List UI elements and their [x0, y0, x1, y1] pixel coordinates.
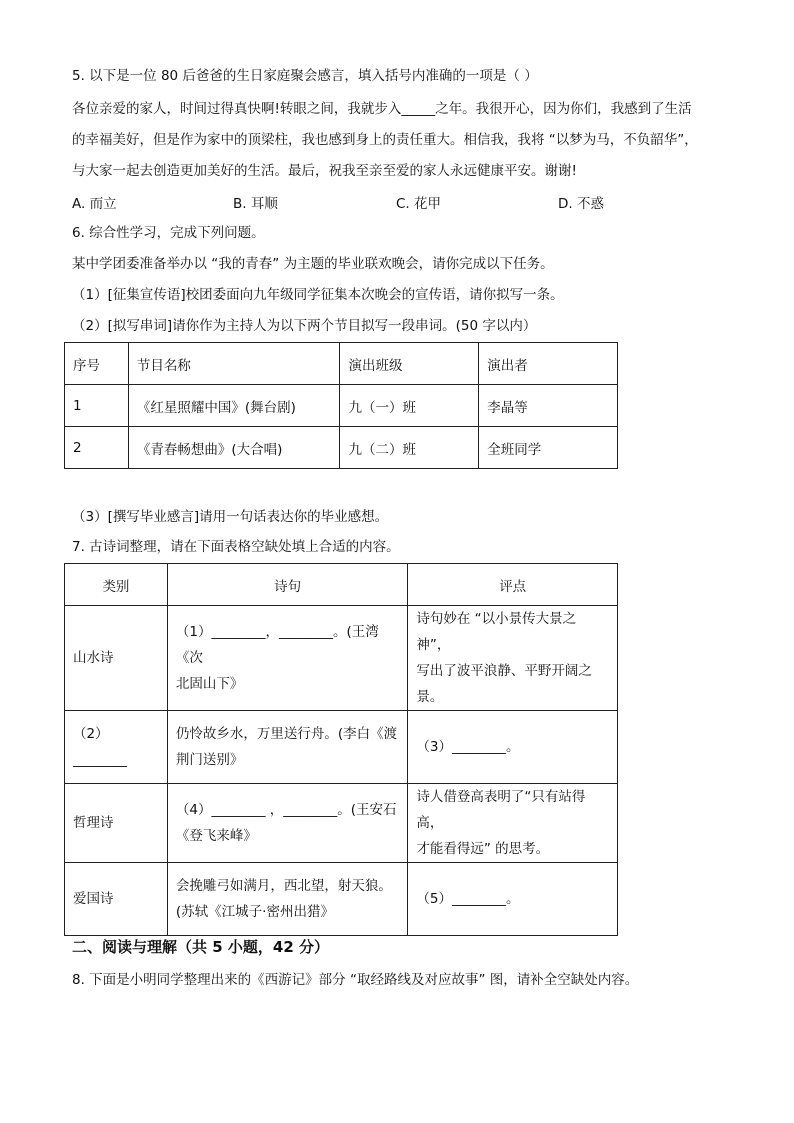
q6-intro: 某中学团委准备举办以 “我的青春” 为主题的毕业联欢晚会，请你完成以下任务。	[72, 256, 554, 272]
verse-line: 北固山下》	[175, 676, 244, 692]
header-cell: 演出者	[479, 343, 618, 385]
comment-cell	[408, 784, 618, 863]
category-cell[interactable]: （2）________	[65, 711, 168, 784]
q5-option-c[interactable]: C. 花甲	[396, 196, 442, 212]
category-cell: 哲理诗	[65, 784, 168, 863]
poetry-table	[64, 563, 618, 936]
verse-line: 《登飞来峰》	[175, 828, 257, 844]
table-row	[65, 711, 618, 784]
verse-cell[interactable]	[167, 606, 408, 711]
verse-cell	[167, 711, 408, 784]
table-row	[65, 863, 618, 936]
q5-paragraph-line-1: 各位亲爱的家人，时间过得真快啊!转眼之间，我就步入_____之年。我很开心，因为你们，我感到了生活	[72, 101, 692, 117]
q6-stem: 6. 综合性学习，完成下列问题。	[72, 225, 265, 241]
poetry-table-header	[65, 564, 618, 606]
q5-stem: 5. 以下是一位 80 后爸爸的生日家庭聚会感言，填入括号内准确的一项是（ ）	[72, 68, 538, 84]
category-cell: 山水诗	[65, 606, 168, 711]
table-cell: 2	[65, 427, 129, 469]
comment-line: 写出了波平浪静、平野开阔之景。	[416, 663, 592, 705]
q6-task-3: （3）[撰写毕业感言]请用一句话表达你的毕业感想。	[72, 509, 389, 525]
section-2-title: 二、阅读与理解（共 5 小题，42 分）	[72, 938, 329, 956]
comment-line: 才能看得远” 的思考。	[416, 841, 550, 857]
verse-cell	[167, 863, 408, 936]
q6-task-2: （2）[拟写串词]请你作为主持人为以下两个节目拟写一段串词。(50 字以内）	[72, 318, 537, 334]
program-table-header	[65, 343, 618, 385]
verse-line: 荆门送别》	[175, 752, 244, 768]
table-row	[65, 606, 618, 711]
verse-line: （4）________ ，________。(王安石	[175, 802, 397, 818]
header-cell: 诗句	[167, 564, 408, 606]
table-cell: 九（一）班	[340, 385, 479, 427]
header-cell: 类别	[65, 564, 168, 606]
verse-cell[interactable]	[167, 784, 408, 863]
q5-options	[72, 192, 732, 212]
verse-line: （1）________，________。(王湾《次	[175, 624, 379, 666]
table-cell: 九（二）班	[340, 427, 479, 469]
comment-cell[interactable]	[408, 863, 618, 936]
table-cell: 全班同学	[479, 427, 618, 469]
table-cell: 《青春畅想曲》(大合唱)	[128, 427, 340, 469]
table-row	[65, 427, 618, 469]
verse-line: 仍怜故乡水，万里送行舟。(李白《渡	[175, 726, 398, 742]
program-table	[64, 342, 618, 469]
q5-paragraph-line-3: 与大家一起去创造更加美好的生活。最后，祝我至亲至爱的家人永远健康平安。谢谢!	[72, 163, 577, 179]
q7-stem: 7. 古诗词整理，请在下面表格空缺处填上合适的内容。	[72, 539, 400, 555]
comment-line: （3）________。	[416, 739, 520, 755]
table-row	[65, 385, 618, 427]
verse-line: (苏轼《江城子·密州出猎》	[175, 904, 334, 920]
table-cell: 《红星照耀中国》(舞台剧)	[128, 385, 340, 427]
comment-line: 诗句妙在 “以小景传大景之神”，	[416, 611, 577, 653]
q5-paragraph-line-2: 的幸福美好，但是作为家中的顶梁柱，我也感到身上的责任重大。相信我，我将 “以梦为马，不负韶华”，	[72, 132, 698, 148]
header-cell: 评点	[408, 564, 618, 606]
comment-cell	[408, 606, 618, 711]
header-cell: 序号	[65, 343, 129, 385]
comment-line: 诗人借登高表明了“只有站得高，	[416, 789, 586, 831]
q5-option-d[interactable]: D. 不惑	[558, 196, 604, 212]
q6-task-1: （1）[征集宣传语]校团委面向九年级同学征集本次晚会的宣传语，请你拟写一条。	[72, 287, 564, 303]
comment-cell[interactable]	[408, 711, 618, 784]
table-cell: 1	[65, 385, 129, 427]
q5-option-b[interactable]: B. 耳顺	[233, 196, 278, 212]
category-cell: 爱国诗	[65, 863, 168, 936]
header-cell: 演出班级	[340, 343, 479, 385]
verse-line: 会挽雕弓如满月，西北望，射天狼。	[175, 878, 392, 894]
q5-option-a[interactable]: A. 而立	[72, 196, 117, 212]
comment-line: （5）________。	[416, 891, 520, 907]
header-cell: 节目名称	[128, 343, 340, 385]
table-row	[65, 784, 618, 863]
q8-stem: 8. 下面是小明同学整理出来的《西游记》部分 “取经路线及对应故事” 图，请补全空缺处内容。	[72, 972, 639, 988]
table-cell: 李晶等	[479, 385, 618, 427]
